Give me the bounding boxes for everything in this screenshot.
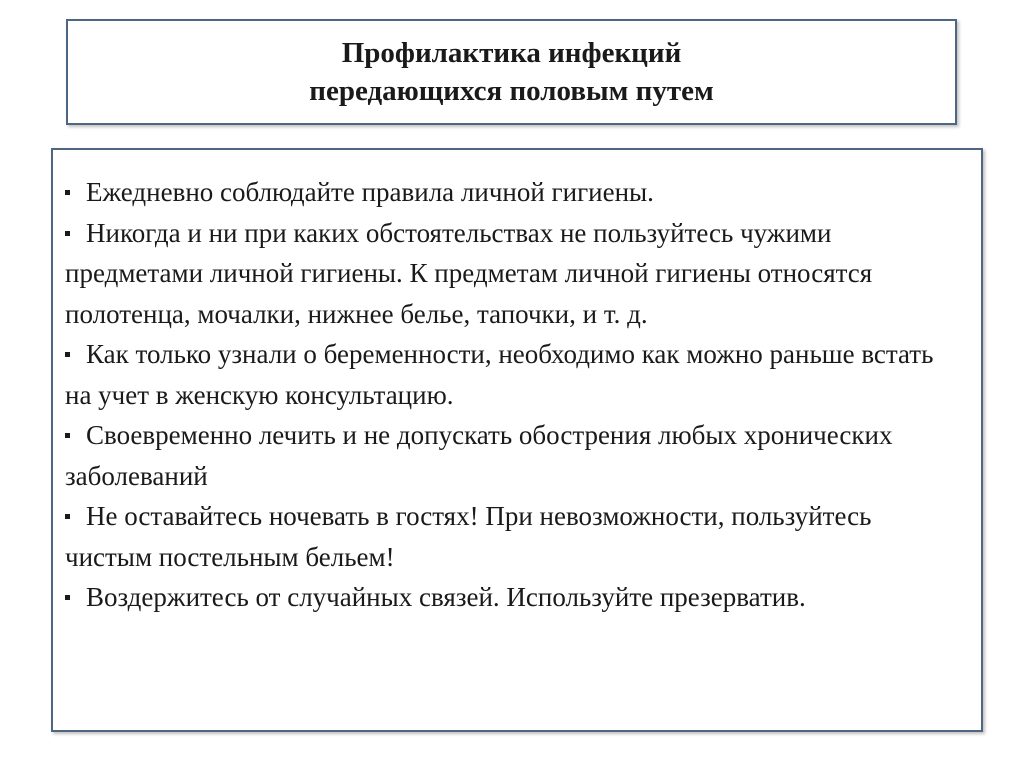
list-item [65, 213, 961, 335]
bullet-list [65, 172, 961, 618]
list-item [65, 577, 961, 618]
title-box [66, 19, 957, 125]
square-bullet-icon [65, 514, 70, 519]
square-bullet-icon [65, 231, 70, 236]
list-item-text: Своевременно лечить и не допускать обострения любых хронических заболеваний [65, 420, 893, 491]
square-bullet-icon [65, 595, 70, 600]
page-title-line-2: передающихся половым путем [309, 75, 714, 107]
list-item-text: Воздержитесь от случайных связей. Используйте презерватив. [86, 582, 806, 612]
list-item-text: Как только узнали о беременности, необходимо как можно раньше встать на учет в женскую консультацию. [65, 339, 934, 410]
list-item [65, 334, 961, 415]
square-bullet-icon [65, 433, 70, 438]
list-item [65, 415, 961, 496]
square-bullet-icon [65, 190, 70, 195]
list-item [65, 172, 961, 213]
page-title-line-1: Профилактика инфекций [341, 37, 682, 69]
list-item-text: Не оставайтесь ночевать в гостях! При невозможности, пользуйтесь чистым постельным бельем! [65, 501, 872, 572]
list-item [65, 496, 961, 577]
list-item-text: Ежедневно соблюдайте правила личной гигиены. [86, 177, 654, 207]
content-box [51, 148, 983, 732]
square-bullet-icon [65, 352, 70, 357]
list-item-text: Никогда и ни при каких обстоятельствах не пользуйтесь чужими предметами личной гигиены. К предметам личной гигиены относятся полотенца, мочалки, нижнее белье, тапочки, и т. д. [65, 217, 873, 329]
